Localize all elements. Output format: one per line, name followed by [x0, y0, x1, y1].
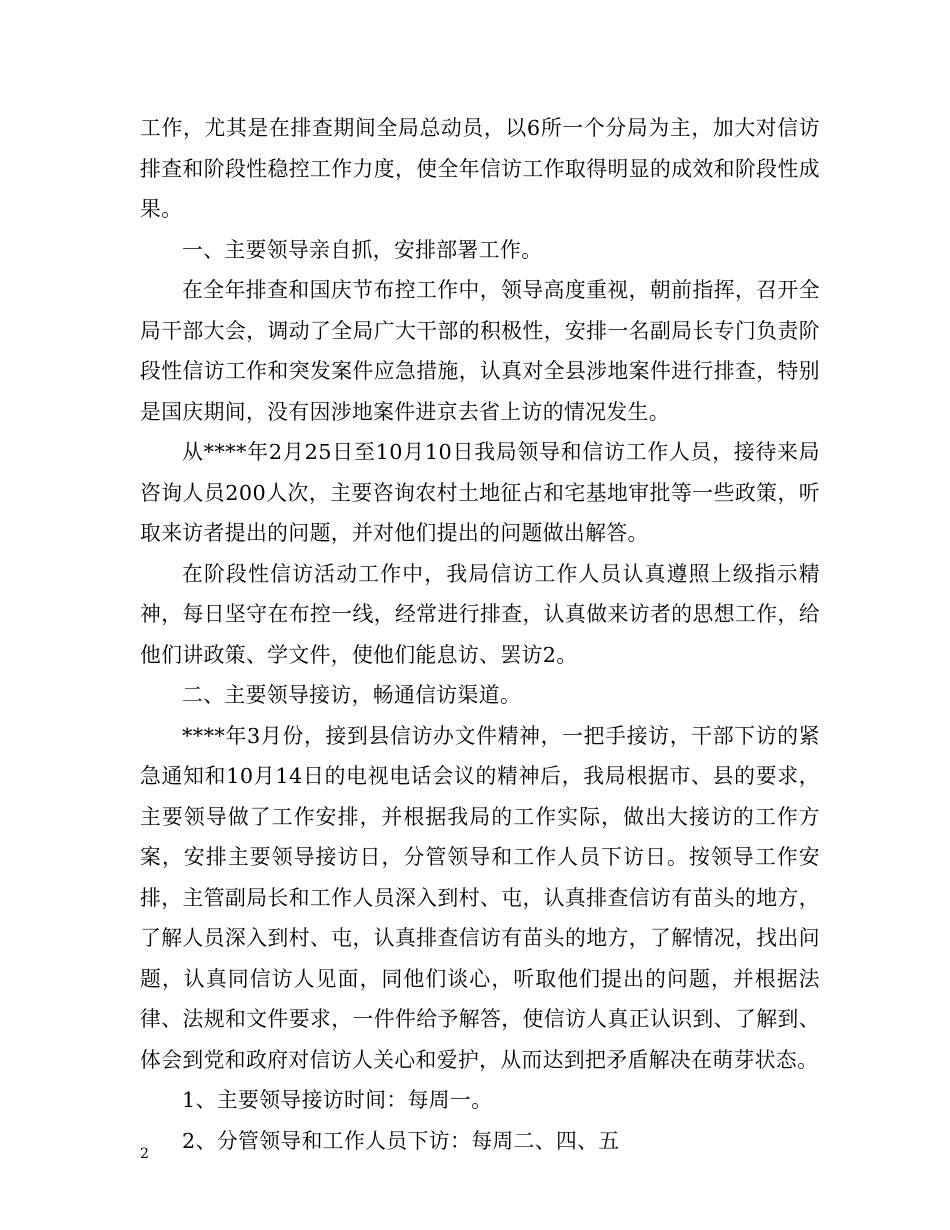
paragraph-4: 从****年2月25日至10月10日我局领导和信访工作人员，接待来局咨询人员200人次，主要咨询农村土地征占和宅基地审批等一些政策，听取来访者提出的问题，并对他们提出的问题做出解答。 — [140, 440, 820, 545]
paragraph-5: 在阶段性信访活动工作中，我局信访工作人员认真遵照上级指示精神，每日坚守在布控一线，经常进行排查，认真做来访者的思想工作，给他们讲政策、学文件，使他们能息访、罢访2。 — [140, 561, 820, 667]
list-item-2: 2、分管领导和工作人员下访：每周二、四、五 — [182, 1128, 620, 1153]
paragraph-7: ****年3月份，接到县信访办文件精神，一把手接访，干部下访的紧急通知和10月14日的电视电话会议的精神后，我局根据市、县的要求，主要领导做了工作安排，并根据我局的工作实际，做出大接访的工作方案，安排主要领导接访日，分管领导和工作人员下访日。按领导工作安排，主管副局长和工作人员深入到村、屯，认真排查信访有苗头的地方，了解人员深入到村、屯，认真排查信访有苗头的地方，了解情况，找出问题，认真同信访人见面，同他们谈心，听取他们提出的问题，并根据法律、法规和文件要求，一件件给予解答，使信访人真正认识到、了解到、体会到党和政府对信访人关心和爱护，从而达到把矛盾解决在萌芽状态。 — [140, 723, 820, 1072]
section-heading-2: 二、主要领导接访，畅通信访渠道。 — [182, 683, 522, 707]
page-number: 2 — [140, 1146, 149, 1162]
section-heading-1: 一、主要领导亲自抓，安排部署工作。 — [182, 237, 543, 262]
document-body — [140, 108, 820, 1161]
paragraph-3: 在全年排查和国庆节布控工作中，领导高度重视，朝前指挥，召开全局干部大会，调动了全局广大干部的积极性，安排一名副局长专门负责阶段性信访工作和突发案件应急措施，认真对全县涉地案件进行排查，特别是国庆期间，没有因涉地案件进京去省上访的情况发生。 — [140, 278, 820, 424]
paragraph-1: 工作，尤其是在排查期间全局总动员，以6所一个分局为主，加大对信访排查和阶段性稳控工作力度，使全年信访工作取得明显的成效和阶段性成果。 — [140, 116, 820, 221]
list-item-1: 1、主要领导接访时间：每周一。 — [182, 1088, 493, 1112]
